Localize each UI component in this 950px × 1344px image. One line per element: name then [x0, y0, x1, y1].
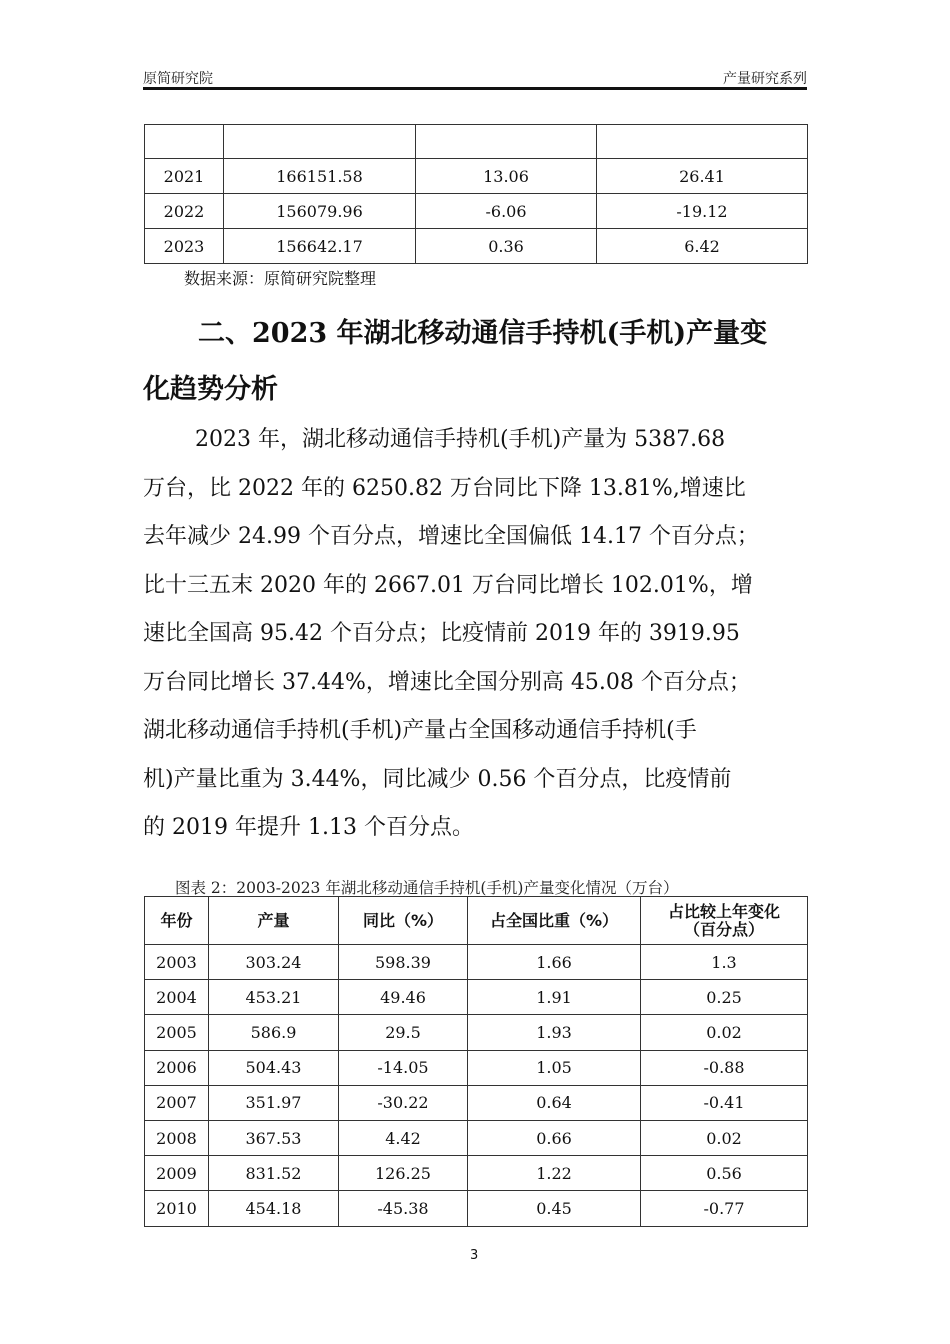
- header-org-name: 原简研究院: [143, 71, 213, 87]
- table-row: [145, 1120, 808, 1155]
- table-cell-year: 2021: [145, 159, 224, 194]
- page-number: 3: [470, 1248, 479, 1263]
- paragraph-line: 机)产量比重为 3.44%，同比减少 0.56 个百分点，比疫情前: [143, 766, 732, 792]
- table-cell: 504.43: [209, 1050, 339, 1085]
- table-cell-year: 2005: [145, 1015, 209, 1050]
- table-cell-year: 2008: [145, 1120, 209, 1155]
- table-cell-year: 2022: [145, 194, 224, 229]
- table-cell: 1.22: [468, 1156, 641, 1191]
- table-cell: 0.66: [468, 1120, 641, 1155]
- section-heading-line-2: 化趋势分析: [143, 374, 278, 405]
- paragraph-line: 2023 年，湖北移动通信手持机(手机)产量为 5387.68: [195, 427, 726, 452]
- table-row: [145, 1015, 808, 1050]
- table-cell: 0.02: [641, 1120, 808, 1155]
- table-cell: -30.22: [339, 1085, 468, 1120]
- table-cell: 0.36: [416, 229, 597, 264]
- table-cell: 29.5: [339, 1015, 468, 1050]
- section-heading-line-1: 二、2023 年湖北移动通信手持机(手机)产量变: [198, 318, 768, 349]
- table-cell: 303.24: [209, 945, 339, 980]
- table-cell: 166151.58: [224, 159, 416, 194]
- paragraph-line: 比十三五末 2020 年的 2667.01 万台同比增长 102.01%，增: [143, 572, 753, 598]
- table-cell: 26.41: [597, 159, 808, 194]
- table-cell: 1.91: [468, 980, 641, 1015]
- table-cell: -14.05: [339, 1050, 468, 1085]
- table-row: [145, 1156, 808, 1191]
- table-cell: 1.66: [468, 945, 641, 980]
- table-cell: -0.77: [641, 1191, 808, 1226]
- table-cell: -19.12: [597, 194, 808, 229]
- table-cell: 1.05: [468, 1050, 641, 1085]
- table-cell-year: 2009: [145, 1156, 209, 1191]
- table-cell: 453.21: [209, 980, 339, 1015]
- table-caption: 图表 2：2003-2023 年湖北移动通信手持机(手机)产量变化情况（万台）: [175, 879, 679, 897]
- paragraph-line: 速比全国高 95.42 个百分点；比疫情前 2019 年的 3919.95: [143, 621, 740, 646]
- table-cell-year: 2010: [145, 1191, 209, 1226]
- table-cell: 0.25: [641, 980, 808, 1015]
- table-row: [145, 159, 808, 194]
- column-header-year: 年份: [145, 897, 209, 945]
- table-cell: 831.52: [209, 1156, 339, 1191]
- paragraph-line: 的 2019 年提升 1.13 个百分点。: [143, 815, 474, 840]
- table-cell: -0.88: [641, 1050, 808, 1085]
- table-cell: 1.93: [468, 1015, 641, 1050]
- table-cell: 4.42: [339, 1120, 468, 1155]
- section-heading: [143, 306, 813, 418]
- table-cell: 598.39: [339, 945, 468, 980]
- body-paragraph: [143, 416, 811, 853]
- column-header-output: 产量: [209, 897, 339, 945]
- paragraph-line: 去年减少 24.99 个百分点，增速比全国偏低 14.17 个百分点；: [143, 524, 759, 549]
- table-cell: -45.38: [339, 1191, 468, 1226]
- table-row: [145, 194, 808, 229]
- table-cell-year: 2007: [145, 1085, 209, 1120]
- table-cell-year: 2004: [145, 980, 209, 1015]
- data-source-note: 数据来源：原简研究院整理: [184, 269, 377, 288]
- table-cell: 0.45: [468, 1191, 641, 1226]
- table-row: [145, 125, 808, 159]
- table-cell: -0.41: [641, 1085, 808, 1120]
- table-cell: 454.18: [209, 1191, 339, 1226]
- table-row: [145, 1085, 808, 1120]
- table-cell: 351.97: [209, 1085, 339, 1120]
- table-cell: 0.56: [641, 1156, 808, 1191]
- table-cell: 0.64: [468, 1085, 641, 1120]
- paragraph-line: 湖北移动通信手持机(手机)产量占全国移动通信手持机(手: [143, 718, 697, 743]
- table-cell: [597, 125, 808, 159]
- table-row: [145, 1050, 808, 1085]
- table-cell-year: 2023: [145, 229, 224, 264]
- table-cell: 6.42: [597, 229, 808, 264]
- table-cell: [224, 125, 416, 159]
- table-cell: 1.3: [641, 945, 808, 980]
- table-cell: 586.9: [209, 1015, 339, 1050]
- header-series-name: 产量研究系列: [723, 71, 807, 87]
- table-row: [145, 229, 808, 264]
- table-cell: 156079.96: [224, 194, 416, 229]
- table-cell-year: 2003: [145, 945, 209, 980]
- table-cell-year: 2006: [145, 1050, 209, 1085]
- table-cell: 367.53: [209, 1120, 339, 1155]
- national-production-table-continued: [144, 124, 808, 264]
- table-cell: 126.25: [339, 1156, 468, 1191]
- table-cell: 13.06: [416, 159, 597, 194]
- table-cell: 49.46: [339, 980, 468, 1015]
- paragraph-line: 万台同比增长 37.44%，增速比全国分别高 45.08 个百分点；: [143, 669, 751, 695]
- header-divider: [143, 87, 807, 90]
- table-row: [145, 1191, 808, 1226]
- table-cell: 156642.17: [224, 229, 416, 264]
- table-row: [145, 980, 808, 1015]
- table-cell: -6.06: [416, 194, 597, 229]
- hubei-phone-production-table: [144, 896, 808, 1227]
- table-header-row: [145, 897, 808, 945]
- column-header-yoy: 同比（%）: [339, 897, 468, 945]
- table-row: [145, 945, 808, 980]
- table-cell: [416, 125, 597, 159]
- table-cell: [145, 125, 224, 159]
- column-header-national-share: 占全国比重（%）: [468, 897, 641, 945]
- table-cell: 0.02: [641, 1015, 808, 1050]
- column-header-share-change: 占比较上年变化 （百分点）: [641, 897, 808, 945]
- paragraph-line: 万台，比 2022 年的 6250.82 万台同比下降 13.81%,增速比: [143, 475, 746, 501]
